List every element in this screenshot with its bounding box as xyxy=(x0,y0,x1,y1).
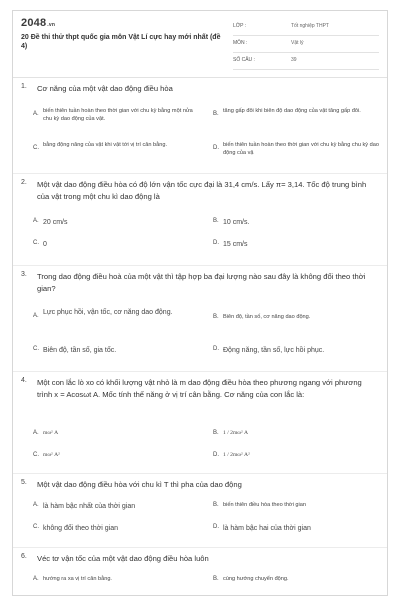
option-letter: A. xyxy=(33,430,39,436)
question-divider xyxy=(13,265,387,266)
question-number: 5. xyxy=(21,479,27,486)
option-letter: D. xyxy=(213,452,219,458)
option-letter: A. xyxy=(33,576,39,582)
option-letter: B. xyxy=(213,430,219,436)
option-letter: B. xyxy=(213,576,219,582)
question-4 xyxy=(21,377,381,475)
question-number: 4. xyxy=(21,377,27,384)
option-text: không đổi theo thời gian xyxy=(43,525,119,532)
meta-value: Tốt nghiệp THPT xyxy=(291,23,329,29)
question-number: 6. xyxy=(21,553,27,560)
question-number: 3. xyxy=(21,271,27,278)
question-divider xyxy=(13,173,387,174)
option-letter: B. xyxy=(213,314,219,320)
option-text: 20 cm/s xyxy=(43,219,68,226)
option-text: biến thiên tuần hoàn theo thời gian với chu kỳ bằng chu kỳ dao động của vậ xyxy=(223,142,379,156)
question-5 xyxy=(21,479,381,549)
option-text: Biên độ, tần số, gia tốc. xyxy=(43,347,117,354)
option-letter: C. xyxy=(33,346,39,352)
question-divider xyxy=(13,473,387,474)
question-1 xyxy=(21,83,381,175)
option-text: 1 / 2mω² A² xyxy=(223,452,250,458)
question-divider xyxy=(13,371,387,372)
option-letter: B. xyxy=(213,218,219,224)
option-text: Động năng, tần số, lực hồi phục. xyxy=(223,347,325,354)
header-divider xyxy=(13,77,387,78)
option-letter: A. xyxy=(33,313,39,319)
question-text: Một con lắc lò xo có khối lượng vật nhỏ là m dao động điều hòa theo phương ngang với phương trình x = Acosωt A. Mốc tính thế năng ở vị trí cân bằng. Cơ năng của con lắc là: xyxy=(37,378,362,399)
option-text: 10 cm/s. xyxy=(223,219,250,226)
option-text: là hàm bậc hai của thời gian xyxy=(223,525,311,532)
option-letter: D. xyxy=(213,145,219,151)
option-text: là hàm bậc nhất của thời gian xyxy=(43,503,136,510)
option-letter: C. xyxy=(33,240,39,246)
meta-label: SỐ CÂU : xyxy=(233,57,255,63)
option-text: 1 / 2mω² A xyxy=(223,430,249,436)
question-text: Véc tơ vận tốc của một vật dao động điều hòa luôn xyxy=(37,554,209,563)
question-divider xyxy=(13,547,387,548)
meta-row-class xyxy=(233,19,379,36)
option-text: mω² A² xyxy=(43,452,60,458)
exam-title: 20 Đề thi thử thpt quốc gia môn Vật Lí cực hay mới nhất (đề 4) xyxy=(21,34,221,50)
option-text: 0 xyxy=(43,241,47,248)
meta-label: LỚP : xyxy=(233,23,247,29)
option-text: cùng hướng chuyển động. xyxy=(223,576,289,582)
option-text: hướng ra xa vị trí cân bằng. xyxy=(43,576,112,582)
meta-label: MÔN : xyxy=(233,40,248,46)
question-text: Cơ năng của một vật dao động điều hòa xyxy=(37,84,173,93)
question-text: Một vật dao động điều hòa với chu kì T thì pha của dao động xyxy=(37,480,242,489)
option-text: biến thiên tuần hoàn theo thời gian với chu kỳ bằng một nửa chu kỳ dao động của vật. xyxy=(43,108,193,122)
logo-main: 2048 xyxy=(21,17,47,29)
option-text: Biên độ, tần số, cơ năng dao động. xyxy=(223,314,311,320)
exam-meta xyxy=(233,19,379,70)
option-text: mω² A xyxy=(43,430,59,436)
option-letter: C. xyxy=(33,145,39,151)
question-2 xyxy=(21,179,381,263)
meta-value: Vật lý xyxy=(291,40,304,46)
option-text: tăng gấp đôi khi biên độ dao động của vật tăng gấp đôi. xyxy=(223,108,361,114)
meta-value: 39 xyxy=(291,57,297,63)
option-letter: A. xyxy=(33,111,39,117)
option-letter: D. xyxy=(213,524,219,530)
option-letter: C. xyxy=(33,452,39,458)
option-letter: A. xyxy=(33,218,39,224)
option-text: biến thiên điều hòa theo thời gian xyxy=(223,502,306,508)
option-letter: D. xyxy=(213,240,219,246)
question-3 xyxy=(21,271,381,371)
option-letter: C. xyxy=(33,524,39,530)
option-text: 15 cm/s xyxy=(223,241,248,248)
question-number: 1. xyxy=(21,83,27,90)
site-logo[interactable] xyxy=(21,17,55,29)
question-text: Trong dao động điều hoà của một vật thì tập hợp ba đại lượng nào sau đây là không đổi theo thời gian? xyxy=(37,272,366,293)
option-text: Lực phục hồi, vận tốc, cơ năng dao động. xyxy=(43,309,173,316)
question-6 xyxy=(21,553,381,595)
option-letter: D. xyxy=(213,346,219,352)
meta-row-subject xyxy=(233,36,379,53)
option-text: bằng động năng của vật khi vật tới vị trí cân bằng. xyxy=(43,142,168,148)
question-number: 2. xyxy=(21,179,27,186)
exam-page xyxy=(12,10,388,596)
logo-sub: .vn xyxy=(47,22,56,28)
meta-row-count xyxy=(233,53,379,70)
option-letter: A. xyxy=(33,502,39,508)
exam-header xyxy=(21,17,379,71)
option-letter: B. xyxy=(213,111,219,117)
option-letter: B. xyxy=(213,502,219,508)
question-text: Một vật dao động điều hòa có độ lớn vận tốc cực đại là 31,4 cm/s. Lấy π= 3,14. Tốc độ trung bình của vật trong một chu kì dao động là xyxy=(37,180,367,201)
